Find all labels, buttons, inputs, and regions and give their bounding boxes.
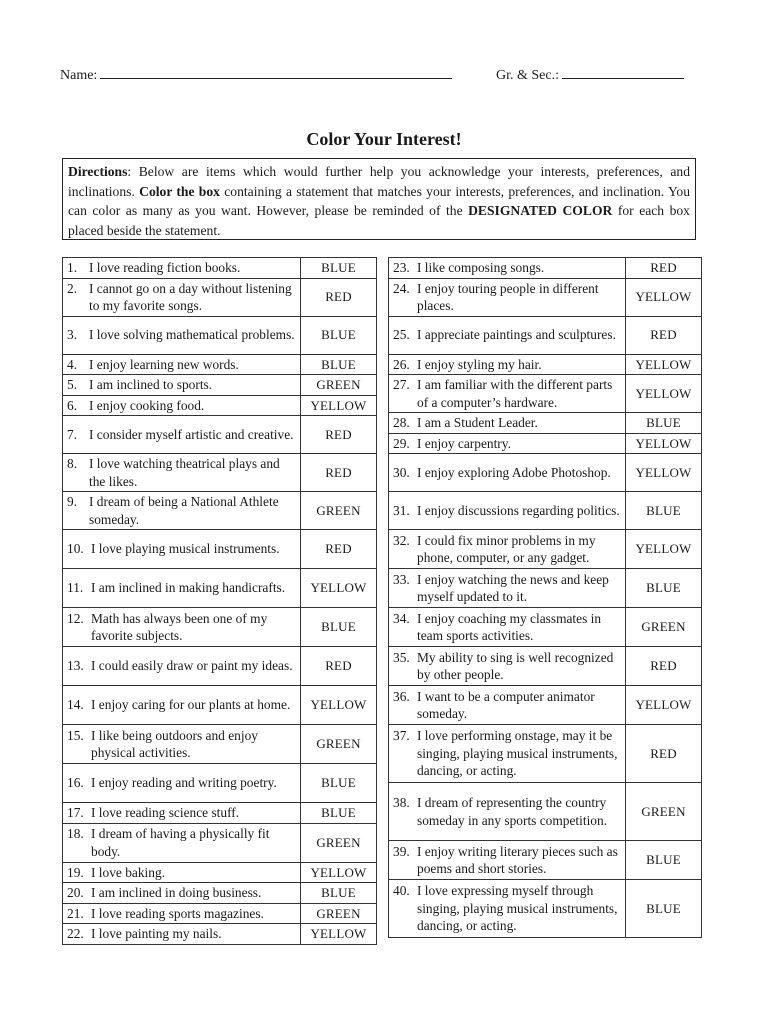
- statement-box[interactable]: [63, 764, 301, 803]
- designated-color: RED: [626, 647, 702, 686]
- statement-box[interactable]: [63, 647, 301, 686]
- statement-box[interactable]: [63, 924, 301, 945]
- designated-color: BLUE: [301, 883, 377, 904]
- table-row: [63, 924, 377, 945]
- statement-text: I love watching theatrical plays and the likes.: [89, 456, 280, 489]
- item-number: 25.: [393, 327, 410, 343]
- designated-color: RED: [301, 530, 377, 569]
- table-row: [389, 278, 702, 316]
- statement-box[interactable]: [63, 883, 301, 904]
- statement-box[interactable]: [63, 278, 301, 316]
- statement-box[interactable]: [389, 841, 626, 880]
- designated-color: YELLOW: [626, 354, 702, 375]
- statement-text: I could easily draw or paint my ideas.: [91, 658, 293, 674]
- statement-box[interactable]: [389, 530, 626, 569]
- statement-text: I enjoy cooking food.: [89, 397, 205, 413]
- table-row: [63, 492, 377, 530]
- item-number: 38.: [393, 795, 410, 810]
- table-row: [389, 783, 702, 841]
- designated-color: BLUE: [626, 569, 702, 608]
- statement-box[interactable]: [63, 416, 301, 454]
- statement: [67, 579, 298, 597]
- table-row: [63, 862, 377, 883]
- statement-box[interactable]: [389, 569, 626, 608]
- item-number: 14.: [67, 697, 84, 713]
- statement-box[interactable]: [389, 433, 626, 454]
- table-row: [389, 880, 702, 938]
- statement-box[interactable]: [63, 803, 301, 824]
- table-row: [63, 375, 377, 396]
- table-row: [63, 725, 377, 764]
- item-number: 9.: [67, 494, 78, 509]
- statement-text: I love reading science stuff.: [91, 805, 240, 820]
- statement: [393, 610, 623, 645]
- statement-box[interactable]: [63, 354, 301, 375]
- interest-table-right: [388, 257, 702, 938]
- designated-color: BLUE: [301, 608, 377, 647]
- statement: [67, 493, 298, 528]
- statement: [67, 774, 298, 792]
- statement-box[interactable]: [63, 862, 301, 883]
- table-row: [389, 492, 702, 530]
- statement-text: I enjoy exploring Adobe Photoshop.: [417, 464, 611, 480]
- statement-box[interactable]: [389, 316, 626, 354]
- statement: [393, 435, 623, 453]
- statement-box[interactable]: [63, 569, 301, 608]
- designated-color: GREEN: [626, 608, 702, 647]
- item-number: 21.: [67, 905, 84, 921]
- item-number: 27.: [393, 377, 410, 392]
- statement-text: I am familiar with the different parts of a computer’s hardware.: [417, 377, 613, 410]
- statement: [67, 455, 298, 490]
- statement: [393, 649, 623, 684]
- table-row: [63, 764, 377, 803]
- table-row: [63, 803, 377, 824]
- directions-box: [62, 158, 696, 240]
- statement-box[interactable]: [389, 880, 626, 938]
- statement: [393, 280, 623, 315]
- directions-text-2: containing a statement that matches your interests, preferences, and inclination. You can color as many as you want. However, please be reminded of the: [68, 183, 690, 219]
- item-number: 37.: [393, 728, 410, 744]
- statement-box[interactable]: [63, 492, 301, 530]
- statement: [67, 326, 298, 344]
- designated-color: BLUE: [626, 880, 702, 938]
- item-number: 30.: [393, 464, 410, 480]
- statement-text: I enjoy watching the news and keep myself updated to it.: [417, 571, 609, 604]
- statement-box[interactable]: [389, 492, 626, 530]
- statement-text: I enjoy coaching my classmates in team sports activities.: [417, 610, 602, 643]
- table-row: [389, 258, 702, 279]
- statement: [393, 794, 623, 829]
- statement-text: I dream of being a National Athlete someday.: [89, 494, 279, 527]
- statement-text: I enjoy caring for our plants at home.: [91, 697, 291, 713]
- statement-box[interactable]: [63, 608, 301, 647]
- table-row: [389, 530, 702, 569]
- statement: [67, 727, 298, 762]
- statement-text: I enjoy styling my hair.: [417, 356, 542, 372]
- item-number: 12.: [67, 610, 84, 626]
- table-row: [63, 608, 377, 647]
- grade-section-blank-line[interactable]: [562, 66, 684, 79]
- statement-text: I love solving mathematical problems.: [89, 327, 295, 343]
- item-number: 22.: [67, 926, 84, 941]
- statement-box[interactable]: [389, 454, 626, 492]
- statement-box[interactable]: [63, 686, 301, 725]
- designated-color: YELLOW: [301, 924, 377, 945]
- item-number: 26.: [393, 356, 410, 372]
- statement-box[interactable]: [63, 725, 301, 764]
- statement-text: My ability to sing is well recognized by other people.: [417, 649, 614, 682]
- statement: [67, 825, 298, 860]
- item-number: 23.: [393, 260, 410, 275]
- statement-text: I consider myself artistic and creative.: [89, 426, 294, 442]
- designated-color: BLUE: [301, 354, 377, 375]
- item-number: 15.: [67, 727, 84, 743]
- table-row: [63, 569, 377, 608]
- item-number: 10.: [67, 541, 84, 557]
- item-number: 31.: [393, 502, 410, 518]
- statement-text: I am a Student Leader.: [417, 415, 538, 430]
- statement: [67, 259, 298, 277]
- item-number: 33.: [393, 571, 410, 587]
- designated-color: BLUE: [301, 258, 377, 279]
- statement-text: I love performing onstage, may it be singing, playing musical instruments, dancing, or acting.: [417, 728, 618, 779]
- statement-box[interactable]: [63, 395, 301, 416]
- designated-color: BLUE: [301, 764, 377, 803]
- statement-box[interactable]: [389, 354, 626, 375]
- item-number: 16.: [67, 775, 84, 791]
- statement-box[interactable]: [389, 375, 626, 413]
- item-number: 20.: [67, 885, 84, 900]
- statement-box[interactable]: [389, 725, 626, 783]
- designated-color: RED: [626, 725, 702, 783]
- directions-bold-2: DESIGNATED COLOR: [468, 203, 613, 219]
- statement: [393, 502, 623, 520]
- statement: [67, 864, 298, 882]
- directions-text-3: for each box placed beside the statement.: [68, 203, 690, 238]
- statement-text: I love reading fiction books.: [89, 260, 241, 275]
- statement-text: I want to be a computer animator someday.: [417, 688, 595, 721]
- item-number: 28.: [393, 415, 410, 430]
- designated-color: RED: [301, 647, 377, 686]
- designated-color: BLUE: [301, 803, 377, 824]
- designated-color: GREEN: [301, 492, 377, 530]
- table-row: [389, 454, 702, 492]
- statement: [393, 326, 623, 344]
- table-row: [63, 686, 377, 725]
- designated-color: BLUE: [626, 492, 702, 530]
- table-row: [63, 454, 377, 492]
- designated-color: GREEN: [301, 725, 377, 764]
- directions-label: Directions: [68, 164, 128, 179]
- statement: [393, 688, 623, 723]
- table-row: [63, 258, 377, 279]
- table-row: [63, 395, 377, 416]
- designated-color: BLUE: [626, 841, 702, 880]
- designated-color: RED: [626, 316, 702, 354]
- statement: [393, 882, 623, 935]
- directions-text-1: : Below are items which would further help you acknowledge your interests, preferences, and inclinations.: [68, 164, 690, 199]
- table-row: [63, 647, 377, 686]
- statement-text: I appreciate paintings and sculptures.: [417, 327, 616, 343]
- statement-text: I dream of having a physically fit body.: [91, 826, 270, 859]
- table-row: [389, 316, 702, 354]
- statement-text: I am inclined to sports.: [89, 377, 213, 392]
- designated-color: YELLOW: [626, 686, 702, 725]
- statement: [67, 925, 298, 943]
- statement: [67, 804, 298, 822]
- item-number: 32.: [393, 532, 410, 548]
- table-row: [389, 569, 702, 608]
- statement: [67, 280, 298, 315]
- statement-box[interactable]: [63, 530, 301, 569]
- statement-text: I love reading sports magazines.: [91, 905, 264, 921]
- item-number: 17.: [67, 805, 84, 820]
- statement-box[interactable]: [63, 375, 301, 396]
- name-field[interactable]: [60, 66, 452, 84]
- statement-text: I enjoy writing literary pieces such as poems and short stories.: [417, 843, 618, 876]
- item-number: 39.: [393, 843, 410, 859]
- statement-text: I cannot go on a day without listening to my favorite songs.: [89, 280, 292, 313]
- statement: [393, 843, 623, 878]
- statement-text: I like being outdoors and enjoy physical activities.: [91, 727, 258, 760]
- item-number: 4.: [67, 356, 78, 372]
- statement: [67, 426, 298, 444]
- statement: [393, 376, 623, 411]
- table-row: [63, 823, 377, 862]
- statement-text: I am inclined in doing business.: [91, 885, 262, 900]
- table-row: [63, 883, 377, 904]
- table-row: [389, 841, 702, 880]
- statement-text: I enjoy touring people in different places.: [417, 280, 599, 313]
- statement: [67, 356, 298, 374]
- item-number: 2.: [67, 280, 78, 296]
- item-number: 6.: [67, 397, 78, 413]
- table-row: [63, 278, 377, 316]
- designated-color: YELLOW: [301, 569, 377, 608]
- statement-box[interactable]: [389, 258, 626, 279]
- item-number: 18.: [67, 826, 84, 841]
- table-row: [63, 903, 377, 924]
- table-row: [63, 316, 377, 354]
- statement-text: I am inclined in making handicrafts.: [91, 580, 286, 596]
- item-number: 1.: [67, 260, 78, 275]
- statement-box[interactable]: [389, 413, 626, 434]
- table-row: [389, 413, 702, 434]
- table-row: [389, 375, 702, 413]
- statement: [67, 376, 298, 394]
- designated-color: GREEN: [626, 783, 702, 841]
- statement-text: I love playing musical instruments.: [91, 541, 280, 557]
- statement: [393, 571, 623, 606]
- designated-color: YELLOW: [301, 395, 377, 416]
- item-number: 24.: [393, 280, 410, 296]
- designated-color: BLUE: [301, 316, 377, 354]
- statement: [393, 414, 623, 432]
- designated-color: YELLOW: [301, 862, 377, 883]
- table-row: [63, 416, 377, 454]
- page-title: Color Your Interest!: [306, 129, 462, 149]
- designated-color: GREEN: [301, 823, 377, 862]
- name-label: Name:: [60, 68, 98, 83]
- item-number: 13.: [67, 658, 84, 674]
- statement: [67, 610, 298, 645]
- statement: [393, 259, 623, 277]
- statement-text: I love baking.: [91, 864, 166, 880]
- interest-table-left: [62, 257, 377, 945]
- designated-color: RED: [301, 416, 377, 454]
- item-number: 35.: [393, 649, 410, 665]
- designated-color: RED: [301, 278, 377, 316]
- item-number: 19.: [67, 864, 84, 880]
- statement-box[interactable]: [389, 278, 626, 316]
- statement-text: I could fix minor problems in my phone, computer, or any gadget.: [417, 532, 596, 565]
- designated-color: YELLOW: [626, 433, 702, 454]
- statement-text: I love expressing myself through singing, playing musical instruments, dancing, or acting.: [417, 883, 618, 934]
- statement: [393, 532, 623, 567]
- statement-text: I dream of representing the country someday in any sports competition.: [417, 795, 608, 828]
- statement: [393, 727, 623, 780]
- item-number: 34.: [393, 610, 410, 626]
- designated-color: GREEN: [301, 375, 377, 396]
- designated-color: GREEN: [301, 903, 377, 924]
- statement-box[interactable]: [63, 316, 301, 354]
- designated-color: YELLOW: [626, 454, 702, 492]
- designated-color: RED: [301, 454, 377, 492]
- statement-box[interactable]: [63, 454, 301, 492]
- statement: [67, 540, 298, 558]
- item-number: 11.: [67, 580, 84, 596]
- directions-bold-1: Color the box: [139, 183, 220, 199]
- statement: [67, 696, 298, 714]
- designated-color: YELLOW: [626, 375, 702, 413]
- grade-section-field[interactable]: [496, 66, 684, 84]
- item-number: 3.: [67, 327, 78, 343]
- table-row: [389, 608, 702, 647]
- statement: [67, 884, 298, 902]
- designated-color: RED: [626, 258, 702, 279]
- designated-color: YELLOW: [626, 530, 702, 569]
- statement-text: Math has always been one of my favorite subjects.: [91, 610, 268, 643]
- statement-text: I enjoy learning new words.: [89, 356, 239, 372]
- table-row: [389, 725, 702, 783]
- statement-box[interactable]: [389, 608, 626, 647]
- item-number: 5.: [67, 377, 78, 392]
- table-row: [389, 647, 702, 686]
- item-number: 36.: [393, 688, 410, 704]
- statement: [67, 657, 298, 675]
- statement: [393, 464, 623, 482]
- statement: [393, 356, 623, 374]
- statement-text: I love painting my nails.: [91, 926, 222, 941]
- item-number: 29.: [393, 435, 410, 451]
- item-number: 7.: [67, 426, 78, 442]
- statement-box[interactable]: [389, 686, 626, 725]
- statement: [67, 905, 298, 923]
- statement-text: I like composing songs.: [417, 260, 545, 275]
- designated-color: YELLOW: [301, 686, 377, 725]
- table-row: [63, 354, 377, 375]
- designated-color: YELLOW: [626, 278, 702, 316]
- statement-box[interactable]: [389, 783, 626, 841]
- table-row: [389, 433, 702, 454]
- statement-box[interactable]: [63, 903, 301, 924]
- statement-text: I enjoy carpentry.: [417, 435, 511, 451]
- table-row: [389, 354, 702, 375]
- statement-box[interactable]: [63, 823, 301, 862]
- name-blank-line[interactable]: [100, 66, 452, 79]
- table-row: [63, 530, 377, 569]
- grade-section-label: Gr. & Sec.:: [496, 68, 559, 83]
- designated-color: BLUE: [626, 413, 702, 434]
- statement-box[interactable]: [389, 647, 626, 686]
- statement-box[interactable]: [63, 258, 301, 279]
- item-number: 40.: [393, 883, 410, 899]
- statement: [67, 397, 298, 415]
- table-row: [389, 686, 702, 725]
- statement-text: I enjoy reading and writing poetry.: [91, 775, 277, 791]
- statement-text: I enjoy discussions regarding politics.: [417, 502, 620, 518]
- item-number: 8.: [67, 456, 78, 471]
